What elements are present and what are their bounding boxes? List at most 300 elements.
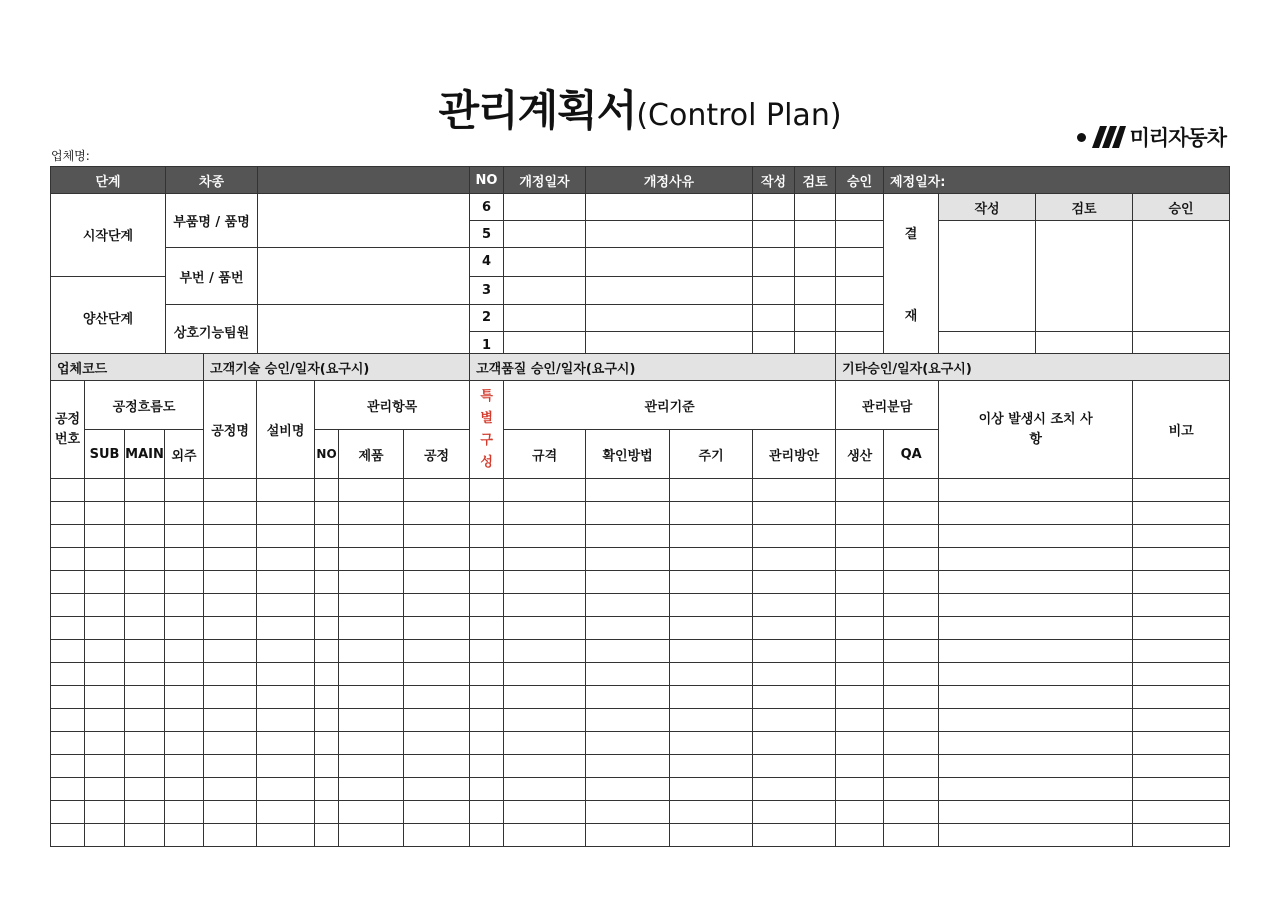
table-cell[interactable] (670, 571, 753, 594)
table-cell[interactable] (939, 755, 1133, 778)
table-cell[interactable] (204, 755, 257, 778)
table-cell[interactable] (125, 502, 165, 525)
table-cell[interactable] (670, 663, 753, 686)
table-cell[interactable] (85, 571, 125, 594)
table-cell[interactable] (1133, 571, 1230, 594)
table-cell[interactable] (939, 640, 1133, 663)
table-cell[interactable] (753, 617, 836, 640)
table-cell[interactable] (470, 709, 504, 732)
table-cell[interactable] (315, 778, 339, 801)
table-cell[interactable] (670, 479, 753, 502)
table-cell[interactable] (939, 824, 1133, 847)
table-cell[interactable] (257, 663, 315, 686)
table-cell[interactable] (884, 479, 939, 502)
table-cell[interactable] (884, 571, 939, 594)
table-cell[interactable] (836, 525, 884, 548)
table-cell[interactable] (315, 686, 339, 709)
table-cell[interactable] (125, 640, 165, 663)
table-cell[interactable] (939, 686, 1133, 709)
table-cell[interactable] (404, 778, 470, 801)
table-cell[interactable] (836, 571, 884, 594)
table-cell[interactable] (1133, 732, 1230, 755)
table-cell[interactable] (51, 709, 85, 732)
table-cell[interactable] (670, 686, 753, 709)
table-cell[interactable] (586, 709, 670, 732)
table-cell[interactable] (125, 824, 165, 847)
table-cell[interactable] (204, 617, 257, 640)
table-cell[interactable] (85, 525, 125, 548)
table-cell[interactable] (315, 617, 339, 640)
table-cell[interactable] (339, 548, 404, 571)
table-cell[interactable] (586, 594, 670, 617)
table-cell[interactable] (125, 479, 165, 502)
table-cell[interactable] (165, 617, 204, 640)
table-cell[interactable] (339, 824, 404, 847)
table-cell[interactable] (204, 640, 257, 663)
table-cell[interactable] (85, 824, 125, 847)
table-cell[interactable] (939, 479, 1133, 502)
table-cell[interactable] (165, 479, 204, 502)
table-cell[interactable] (257, 571, 315, 594)
table-cell[interactable] (504, 502, 586, 525)
table-cell[interactable] (85, 663, 125, 686)
table-cell[interactable] (884, 709, 939, 732)
table-cell[interactable] (85, 686, 125, 709)
table-cell[interactable] (670, 732, 753, 755)
table-cell[interactable] (504, 709, 586, 732)
table-cell[interactable] (586, 755, 670, 778)
revision-cell[interactable] (504, 276, 586, 304)
table-cell[interactable] (315, 663, 339, 686)
table-cell[interactable] (404, 640, 470, 663)
table-cell[interactable] (670, 824, 753, 847)
table-cell[interactable] (1133, 640, 1230, 663)
revision-cell[interactable] (504, 221, 586, 248)
table-cell[interactable] (836, 663, 884, 686)
table-cell[interactable] (470, 571, 504, 594)
table-cell[interactable] (165, 778, 204, 801)
table-cell[interactable] (51, 778, 85, 801)
table-cell[interactable] (586, 617, 670, 640)
table-cell[interactable] (1133, 778, 1230, 801)
table-cell[interactable] (51, 824, 85, 847)
table-cell[interactable] (315, 525, 339, 548)
table-cell[interactable] (85, 778, 125, 801)
table-cell[interactable] (504, 594, 586, 617)
table-cell[interactable] (1133, 479, 1230, 502)
table-cell[interactable] (939, 525, 1133, 548)
table-cell[interactable] (339, 732, 404, 755)
table-cell[interactable] (836, 479, 884, 502)
table-cell[interactable] (85, 617, 125, 640)
table-cell[interactable] (165, 732, 204, 755)
table-cell[interactable] (51, 663, 85, 686)
table-cell[interactable] (257, 686, 315, 709)
approval-sign-reviewed[interactable] (1036, 221, 1133, 332)
table-cell[interactable] (884, 778, 939, 801)
table-cell[interactable] (836, 548, 884, 571)
table-cell[interactable] (257, 755, 315, 778)
table-cell[interactable] (404, 571, 470, 594)
table-cell[interactable] (1133, 594, 1230, 617)
table-cell[interactable] (1133, 525, 1230, 548)
table-cell[interactable] (315, 755, 339, 778)
revision-cell[interactable] (795, 276, 836, 304)
table-cell[interactable] (586, 824, 670, 847)
table-cell[interactable] (884, 525, 939, 548)
table-cell[interactable] (257, 479, 315, 502)
table-cell[interactable] (51, 594, 85, 617)
table-cell[interactable] (470, 640, 504, 663)
table-cell[interactable] (125, 686, 165, 709)
table-cell[interactable] (836, 824, 884, 847)
table-cell[interactable] (51, 548, 85, 571)
table-cell[interactable] (204, 709, 257, 732)
table-cell[interactable] (586, 686, 670, 709)
approval-sign-written[interactable] (939, 221, 1036, 332)
table-cell[interactable] (257, 640, 315, 663)
table-cell[interactable] (470, 732, 504, 755)
table-cell[interactable] (670, 709, 753, 732)
part-number-value[interactable] (258, 248, 470, 305)
table-cell[interactable] (51, 502, 85, 525)
table-cell[interactable] (125, 663, 165, 686)
revision-cell[interactable] (753, 221, 795, 248)
table-cell[interactable] (85, 801, 125, 824)
table-cell[interactable] (257, 709, 315, 732)
table-cell[interactable] (504, 617, 586, 640)
table-cell[interactable] (504, 548, 586, 571)
table-cell[interactable] (257, 594, 315, 617)
table-cell[interactable] (884, 663, 939, 686)
revision-cell[interactable] (504, 194, 586, 221)
table-cell[interactable] (339, 801, 404, 824)
table-cell[interactable] (165, 663, 204, 686)
table-cell[interactable] (884, 801, 939, 824)
table-cell[interactable] (339, 479, 404, 502)
table-cell[interactable] (586, 732, 670, 755)
table-cell[interactable] (939, 594, 1133, 617)
table-cell[interactable] (339, 617, 404, 640)
table-cell[interactable] (165, 801, 204, 824)
table-cell[interactable] (339, 502, 404, 525)
table-cell[interactable] (165, 594, 204, 617)
table-cell[interactable] (125, 732, 165, 755)
table-cell[interactable] (939, 502, 1133, 525)
approval-sign-approved[interactable] (1133, 221, 1230, 332)
table-cell[interactable] (836, 801, 884, 824)
revision-cell[interactable] (795, 248, 836, 276)
revision-cell[interactable] (586, 304, 753, 331)
table-cell[interactable] (504, 479, 586, 502)
table-cell[interactable] (404, 594, 470, 617)
cft-value[interactable] (258, 304, 470, 358)
table-cell[interactable] (125, 755, 165, 778)
table-cell[interactable] (51, 732, 85, 755)
table-cell[interactable] (939, 617, 1133, 640)
table-cell[interactable] (51, 571, 85, 594)
table-cell[interactable] (504, 755, 586, 778)
table-cell[interactable] (753, 824, 836, 847)
table-cell[interactable] (470, 502, 504, 525)
table-cell[interactable] (315, 548, 339, 571)
table-cell[interactable] (753, 571, 836, 594)
table-cell[interactable] (939, 778, 1133, 801)
table-cell[interactable] (504, 778, 586, 801)
table-cell[interactable] (339, 686, 404, 709)
revision-cell[interactable] (753, 304, 795, 331)
table-cell[interactable] (125, 571, 165, 594)
table-cell[interactable] (470, 525, 504, 548)
table-cell[interactable] (753, 755, 836, 778)
table-cell[interactable] (204, 801, 257, 824)
table-cell[interactable] (504, 525, 586, 548)
table-cell[interactable] (1133, 824, 1230, 847)
table-cell[interactable] (753, 709, 836, 732)
revision-cell[interactable] (504, 304, 586, 331)
table-cell[interactable] (404, 525, 470, 548)
table-cell[interactable] (939, 571, 1133, 594)
table-cell[interactable] (670, 502, 753, 525)
table-cell[interactable] (204, 502, 257, 525)
table-cell[interactable] (315, 640, 339, 663)
table-cell[interactable] (125, 617, 165, 640)
table-cell[interactable] (85, 502, 125, 525)
table-cell[interactable] (125, 594, 165, 617)
table-cell[interactable] (470, 824, 504, 847)
table-cell[interactable] (836, 640, 884, 663)
table-cell[interactable] (1133, 502, 1230, 525)
table-cell[interactable] (470, 663, 504, 686)
table-cell[interactable] (339, 571, 404, 594)
table-cell[interactable] (85, 709, 125, 732)
table-cell[interactable] (204, 525, 257, 548)
table-cell[interactable] (504, 801, 586, 824)
table-cell[interactable] (586, 479, 670, 502)
table-cell[interactable] (753, 594, 836, 617)
table-cell[interactable] (836, 617, 884, 640)
table-cell[interactable] (504, 824, 586, 847)
table-cell[interactable] (1133, 801, 1230, 824)
table-cell[interactable] (753, 640, 836, 663)
table-cell[interactable] (836, 755, 884, 778)
revision-cell[interactable] (836, 276, 884, 304)
table-cell[interactable] (884, 686, 939, 709)
table-cell[interactable] (315, 709, 339, 732)
table-cell[interactable] (884, 755, 939, 778)
table-cell[interactable] (404, 686, 470, 709)
table-cell[interactable] (470, 801, 504, 824)
table-cell[interactable] (753, 732, 836, 755)
table-cell[interactable] (204, 778, 257, 801)
revision-cell[interactable] (836, 304, 884, 331)
table-cell[interactable] (504, 640, 586, 663)
table-cell[interactable] (504, 686, 586, 709)
table-cell[interactable] (339, 755, 404, 778)
table-cell[interactable] (836, 732, 884, 755)
table-cell[interactable] (85, 479, 125, 502)
table-cell[interactable] (51, 640, 85, 663)
table-cell[interactable] (165, 502, 204, 525)
table-cell[interactable] (204, 663, 257, 686)
table-cell[interactable] (404, 824, 470, 847)
table-cell[interactable] (753, 479, 836, 502)
table-cell[interactable] (884, 617, 939, 640)
table-cell[interactable] (204, 686, 257, 709)
revision-cell[interactable] (586, 194, 753, 221)
table-cell[interactable] (204, 824, 257, 847)
revision-cell[interactable] (836, 248, 884, 276)
table-cell[interactable] (165, 640, 204, 663)
revision-cell[interactable] (795, 304, 836, 331)
table-cell[interactable] (470, 778, 504, 801)
table-cell[interactable] (753, 525, 836, 548)
table-cell[interactable] (125, 709, 165, 732)
table-cell[interactable] (1133, 548, 1230, 571)
table-cell[interactable] (339, 525, 404, 548)
table-cell[interactable] (586, 640, 670, 663)
table-cell[interactable] (257, 801, 315, 824)
table-cell[interactable] (51, 801, 85, 824)
table-cell[interactable] (670, 525, 753, 548)
revision-cell[interactable] (753, 248, 795, 276)
table-cell[interactable] (753, 801, 836, 824)
table-cell[interactable] (470, 479, 504, 502)
table-cell[interactable] (315, 801, 339, 824)
table-cell[interactable] (1133, 663, 1230, 686)
table-cell[interactable] (586, 571, 670, 594)
table-cell[interactable] (404, 755, 470, 778)
table-cell[interactable] (1133, 755, 1230, 778)
revision-cell[interactable] (504, 248, 586, 276)
table-cell[interactable] (670, 548, 753, 571)
table-cell[interactable] (165, 824, 204, 847)
table-cell[interactable] (257, 778, 315, 801)
table-cell[interactable] (404, 617, 470, 640)
revision-cell[interactable] (836, 221, 884, 248)
revision-cell[interactable] (753, 276, 795, 304)
table-cell[interactable] (1133, 686, 1230, 709)
revision-cell[interactable] (753, 194, 795, 221)
table-cell[interactable] (404, 663, 470, 686)
table-cell[interactable] (125, 548, 165, 571)
table-cell[interactable] (315, 824, 339, 847)
table-cell[interactable] (670, 755, 753, 778)
table-cell[interactable] (753, 778, 836, 801)
table-cell[interactable] (753, 502, 836, 525)
table-cell[interactable] (836, 778, 884, 801)
table-cell[interactable] (836, 502, 884, 525)
table-cell[interactable] (1133, 617, 1230, 640)
table-cell[interactable] (339, 640, 404, 663)
table-cell[interactable] (753, 686, 836, 709)
table-cell[interactable] (204, 594, 257, 617)
table-cell[interactable] (939, 663, 1133, 686)
table-cell[interactable] (125, 525, 165, 548)
part-name-value[interactable] (258, 194, 470, 248)
table-cell[interactable] (884, 594, 939, 617)
table-cell[interactable] (315, 502, 339, 525)
table-cell[interactable] (836, 709, 884, 732)
table-cell[interactable] (404, 801, 470, 824)
table-cell[interactable] (670, 617, 753, 640)
table-cell[interactable] (404, 732, 470, 755)
table-cell[interactable] (85, 732, 125, 755)
table-cell[interactable] (315, 571, 339, 594)
table-cell[interactable] (470, 548, 504, 571)
table-cell[interactable] (165, 709, 204, 732)
table-cell[interactable] (204, 571, 257, 594)
revision-cell[interactable] (795, 221, 836, 248)
table-cell[interactable] (257, 525, 315, 548)
table-cell[interactable] (257, 824, 315, 847)
table-cell[interactable] (470, 594, 504, 617)
table-cell[interactable] (939, 801, 1133, 824)
table-cell[interactable] (404, 709, 470, 732)
table-cell[interactable] (1133, 709, 1230, 732)
table-cell[interactable] (404, 502, 470, 525)
table-cell[interactable] (85, 755, 125, 778)
table-cell[interactable] (753, 663, 836, 686)
table-cell[interactable] (753, 548, 836, 571)
table-cell[interactable] (586, 502, 670, 525)
table-cell[interactable] (315, 732, 339, 755)
table-cell[interactable] (257, 732, 315, 755)
table-cell[interactable] (884, 732, 939, 755)
table-cell[interactable] (586, 801, 670, 824)
table-cell[interactable] (884, 502, 939, 525)
table-cell[interactable] (504, 571, 586, 594)
table-cell[interactable] (836, 594, 884, 617)
table-cell[interactable] (586, 548, 670, 571)
revision-cell[interactable] (836, 194, 884, 221)
table-cell[interactable] (670, 640, 753, 663)
revision-cell[interactable] (586, 248, 753, 276)
table-cell[interactable] (257, 548, 315, 571)
table-cell[interactable] (504, 732, 586, 755)
table-cell[interactable] (339, 709, 404, 732)
table-cell[interactable] (257, 502, 315, 525)
table-cell[interactable] (315, 479, 339, 502)
table-cell[interactable] (586, 663, 670, 686)
table-cell[interactable] (470, 755, 504, 778)
table-cell[interactable] (404, 479, 470, 502)
table-cell[interactable] (504, 663, 586, 686)
table-cell[interactable] (204, 548, 257, 571)
table-cell[interactable] (51, 525, 85, 548)
table-cell[interactable] (470, 617, 504, 640)
table-cell[interactable] (85, 594, 125, 617)
table-cell[interactable] (51, 479, 85, 502)
table-cell[interactable] (204, 479, 257, 502)
table-cell[interactable] (939, 548, 1133, 571)
table-cell[interactable] (165, 525, 204, 548)
table-cell[interactable] (125, 778, 165, 801)
table-cell[interactable] (165, 571, 204, 594)
table-cell[interactable] (125, 801, 165, 824)
table-cell[interactable] (165, 686, 204, 709)
table-cell[interactable] (339, 594, 404, 617)
revision-cell[interactable] (795, 194, 836, 221)
table-cell[interactable] (257, 617, 315, 640)
table-cell[interactable] (670, 801, 753, 824)
table-cell[interactable] (339, 663, 404, 686)
table-cell[interactable] (204, 732, 257, 755)
table-cell[interactable] (884, 640, 939, 663)
table-cell[interactable] (339, 778, 404, 801)
table-cell[interactable] (165, 755, 204, 778)
revision-cell[interactable] (586, 221, 753, 248)
